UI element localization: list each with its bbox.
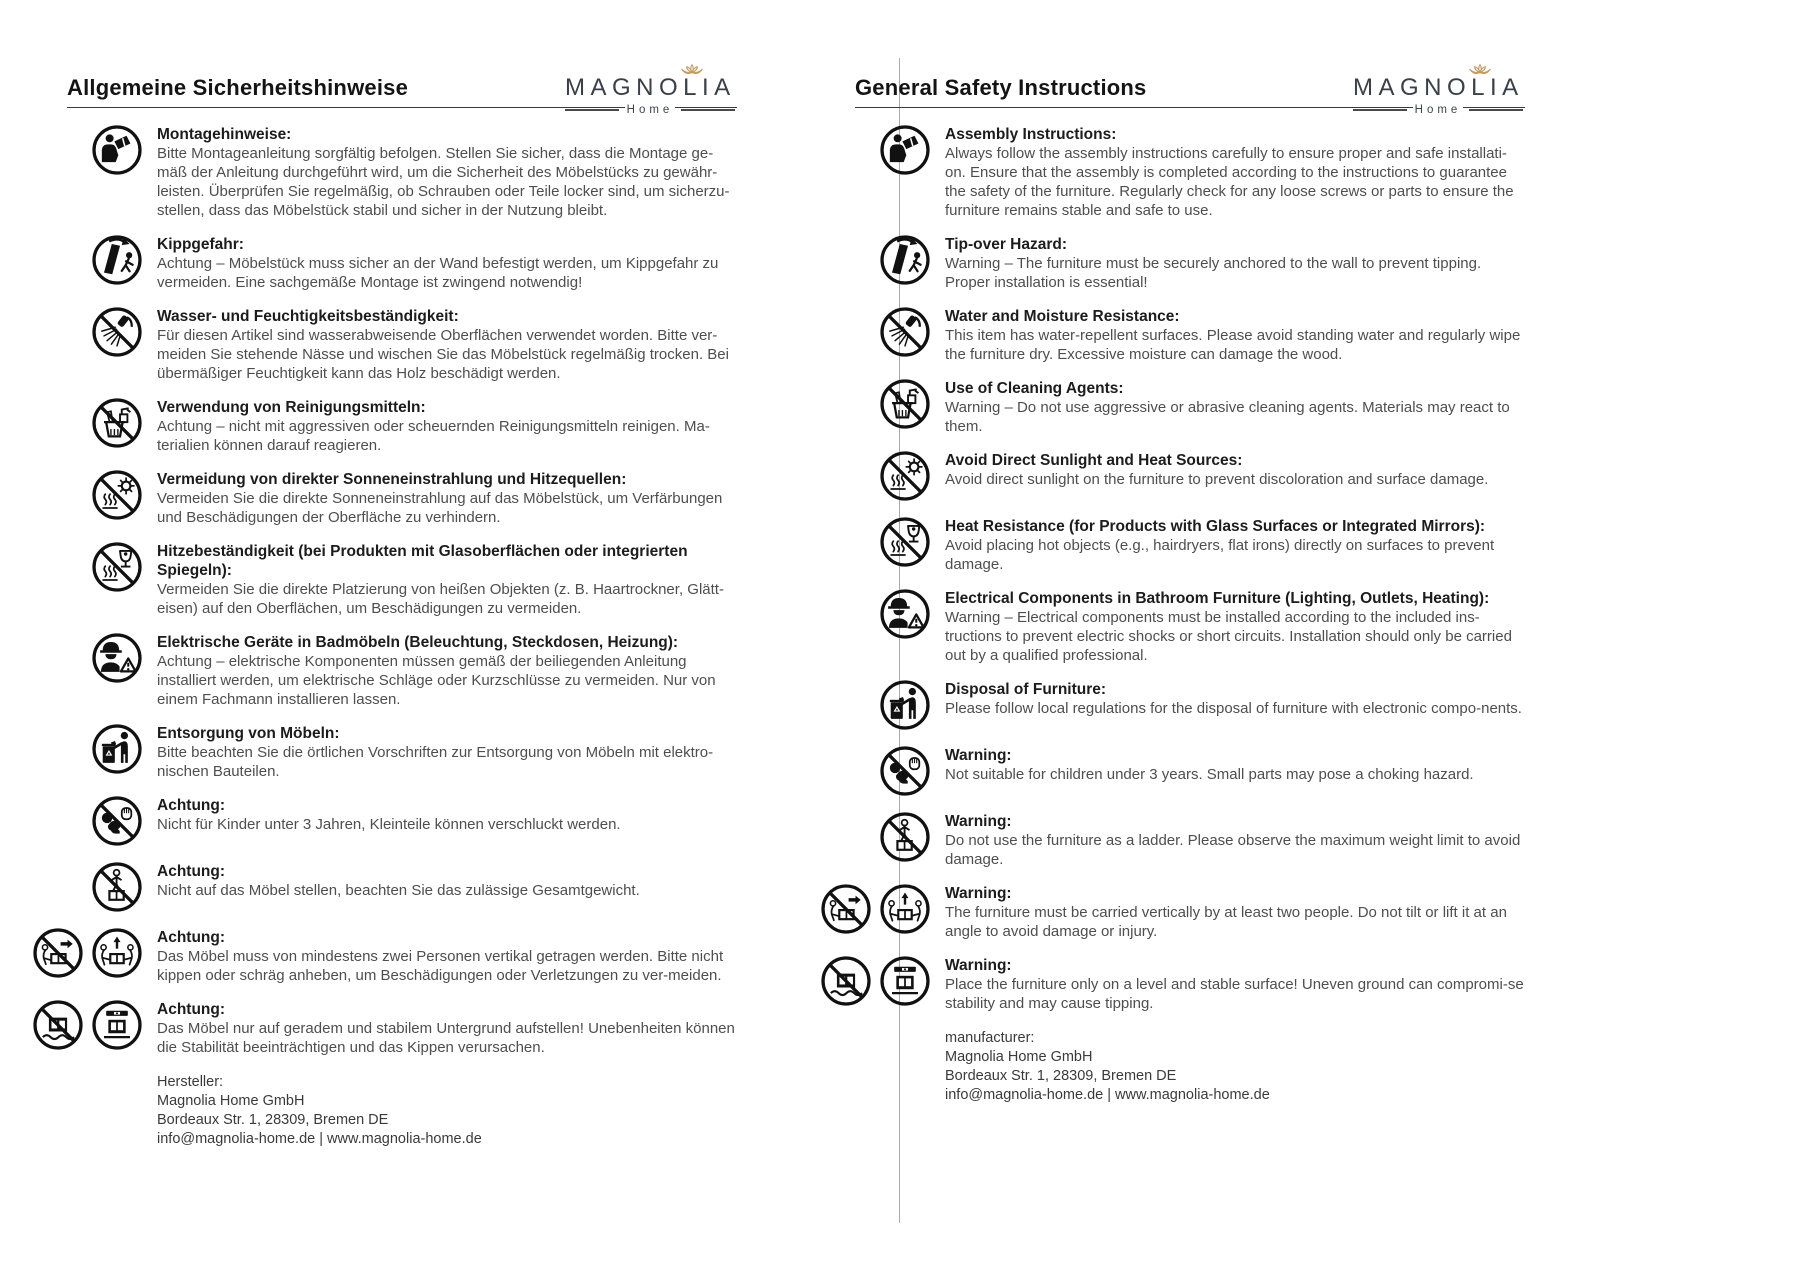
item-body: Achtung – elektrische Komponenten müssen gemäß der beiliegenden Anleitung installiert werden, um elektrische Schläge oder Kurzschlüsse zu vermeiden. Nur von einem Fachmann installieren lassen. (157, 653, 716, 708)
two-person-carry-icon (879, 883, 931, 935)
item-title: Water and Moisture Resistance: (945, 308, 1180, 325)
brand-subtitle-row (1353, 104, 1523, 116)
english-header (855, 55, 1525, 116)
safety-item (37, 306, 737, 383)
no-hot-objects-icon (91, 541, 143, 593)
item-body: Nicht auf das Möbel stellen, beachten Sie das zulässige Gesamtgewicht. (157, 882, 640, 899)
safety-item (37, 397, 737, 455)
item-text (945, 516, 1525, 574)
level-surface-icon (91, 999, 143, 1051)
item-icon-cell (37, 632, 143, 709)
disposal-icon (91, 723, 143, 775)
item-title: Warning: (945, 885, 1012, 902)
page-title-german: Allgemeine Sicherheitshinweise (67, 75, 409, 100)
item-text (157, 861, 737, 913)
read-manual-icon (879, 124, 931, 176)
no-small-children-icon (91, 795, 143, 847)
item-icon-cell (825, 378, 931, 436)
item-text (157, 999, 737, 1057)
item-body: Das Möbel muss von mindestens zwei Personen vertikal getragen werden. Bitte nicht kippen oder schräg anheben, um Beschädigungen oder Verletzungen zu ver-meiden. (157, 948, 724, 984)
item-icon-cell (825, 124, 931, 220)
item-text (945, 306, 1525, 364)
safety-item (825, 588, 1525, 665)
level-surface-icon (879, 955, 931, 1007)
no-uneven-surface-icon (820, 955, 872, 1007)
no-sunlight-heat-icon (879, 450, 931, 502)
no-standing-water-icon (91, 306, 143, 358)
item-text (945, 234, 1525, 292)
item-body: Avoid placing hot objects (e.g., hairdryers, flat irons) directly on surfaces to prevent damage. (945, 537, 1495, 573)
no-hot-objects-icon (879, 516, 931, 568)
item-text (945, 745, 1525, 797)
tip-over-icon (91, 234, 143, 286)
no-climbing-icon (879, 811, 931, 863)
item-body: Das Möbel nur auf geradem und stabilem Untergrund aufstellen! Unebenheiten können die Stabilität beeinträchtigen und das Kippen verursachen. (157, 1020, 735, 1056)
safety-item (37, 469, 737, 527)
no-tilt-carry-icon (32, 927, 84, 979)
safety-item (825, 124, 1525, 220)
item-icon-cell (825, 955, 931, 1013)
item-text (157, 124, 737, 220)
item-title: Warning: (945, 813, 1012, 830)
item-icon-cell (825, 883, 931, 941)
german-column (37, 55, 737, 1149)
safety-item (37, 632, 737, 709)
item-body: Bitte beachten Sie die örtlichen Vorschriften zur Entsorgung von Möbeln mit elektro-nischen Bauteilen. (157, 744, 714, 780)
safety-item (825, 450, 1525, 502)
item-text (157, 632, 737, 709)
qualified-electrician-icon (91, 632, 143, 684)
item-text (157, 306, 737, 383)
safety-item (825, 679, 1525, 731)
rule-right (681, 109, 735, 111)
magnolia-logo (1353, 76, 1523, 116)
manufacturer-name: Magnolia Home GmbH (157, 1093, 305, 1109)
item-body: Not suitable for children under 3 years. Small parts may pose a choking hazard. (945, 766, 1474, 783)
item-icon-cell (37, 927, 143, 985)
manufacturer-contact: info@magnolia-home.de | www.magnolia-home.de (157, 1131, 482, 1147)
manufacturer-address: Bordeaux Str. 1, 28309, Bremen DE (157, 1112, 389, 1128)
item-text (945, 588, 1525, 665)
item-icon-cell (825, 234, 931, 292)
item-icon-cell (825, 450, 931, 502)
brand-subtitle: Home (626, 104, 674, 116)
safety-item (37, 999, 737, 1057)
safety-item (825, 378, 1525, 436)
safety-item (825, 955, 1525, 1013)
item-title: Tip-over Hazard: (945, 236, 1068, 253)
item-icon-cell (825, 745, 931, 797)
item-title: Achtung: (157, 797, 226, 814)
manufacturer-address: Bordeaux Str. 1, 28309, Bremen DE (945, 1068, 1177, 1084)
manufacturer-block-english (945, 1029, 1525, 1105)
page-title-english: General Safety Instructions (855, 75, 1147, 100)
safety-item (825, 306, 1525, 364)
item-title: Achtung: (157, 863, 226, 880)
manufacturer-label: manufacturer: (945, 1030, 1035, 1046)
safety-item (37, 795, 737, 847)
manufacturer-label: Hersteller: (157, 1074, 224, 1090)
no-uneven-surface-icon (32, 999, 84, 1051)
two-person-carry-icon (91, 927, 143, 979)
no-sunlight-heat-icon (91, 469, 143, 521)
item-text (945, 883, 1525, 941)
item-text (945, 450, 1525, 502)
item-icon-cell (37, 541, 143, 618)
safety-item (825, 516, 1525, 574)
item-icon-cell (37, 397, 143, 455)
german-header (67, 55, 737, 116)
item-text (945, 124, 1525, 220)
item-body: Warning – Do not use aggressive or abrasive cleaning agents. Materials may react to them. (945, 399, 1510, 435)
item-body: Avoid direct sunlight on the furniture to prevent discoloration and surface damage. (945, 471, 1489, 488)
item-body: Achtung – Möbelstück muss sicher an der Wand befestigt werden, um Kippgefahr zu vermeiden. Eine sachgemäße Montage ist zwingend notwendig! (157, 255, 719, 291)
item-title: Assembly Instructions: (945, 126, 1117, 143)
qualified-electrician-icon (879, 588, 931, 640)
item-body: Please follow local regulations for the disposal of furniture with electronic compo-nents. (945, 700, 1522, 717)
item-title: Achtung: (157, 929, 226, 946)
item-text (157, 927, 737, 985)
item-title: Disposal of Furniture: (945, 681, 1107, 698)
lotus-icon (1465, 62, 1495, 78)
no-small-children-icon (879, 745, 931, 797)
item-text (157, 795, 737, 847)
rule-left (565, 109, 619, 111)
item-icon-cell (825, 306, 931, 364)
item-title: Kippgefahr: (157, 236, 244, 253)
item-body: Vermeiden Sie die direkte Sonneneinstrahlung auf das Möbelstück, um Verfärbungen und Beschädigungen der Oberfläche zu verhindern. (157, 490, 723, 526)
manufacturer-block-german (157, 1073, 737, 1149)
item-body: Do not use the furniture as a ladder. Please observe the maximum weight limit to avoid damage. (945, 832, 1521, 868)
item-text (157, 397, 737, 455)
item-title: Hitzebeständigkeit (bei Produkten mit Glasoberflächen oder integrierten Spiegeln): (157, 543, 688, 579)
tip-over-icon (879, 234, 931, 286)
brand-name: MAGNOLIA (565, 74, 736, 101)
safety-item (825, 811, 1525, 869)
item-title: Montagehinweise: (157, 126, 292, 143)
item-body: Warning – Electrical components must be installed according to the included ins-tructions to prevent electric shocks or short circuits. Installation should only be carried out by a qualified professional. (945, 609, 1512, 664)
safety-item (37, 927, 737, 985)
item-body: Nicht für Kinder unter 3 Jahren, Kleinteile können verschluckt werden. (157, 816, 621, 833)
rule-right (1469, 109, 1523, 111)
brand-subtitle-row (565, 104, 735, 116)
safety-item (37, 124, 737, 220)
item-text (157, 469, 737, 527)
read-manual-icon (91, 124, 143, 176)
brand-name: MAGNOLIA (1353, 74, 1524, 101)
item-title: Elektrische Geräte in Badmöbeln (Beleuchtung, Steckdosen, Heizung): (157, 634, 679, 651)
item-text (945, 378, 1525, 436)
lotus-icon (677, 62, 707, 78)
no-aggressive-cleaners-icon (91, 397, 143, 449)
item-icon-cell (37, 124, 143, 220)
safety-item (37, 723, 737, 781)
item-icon-cell (37, 469, 143, 527)
no-tilt-carry-icon (820, 883, 872, 935)
item-icon-cell (37, 795, 143, 847)
manufacturer-contact: info@magnolia-home.de | www.magnolia-home.de (945, 1087, 1270, 1103)
item-icon-cell (825, 588, 931, 665)
brand-subtitle: Home (1414, 104, 1462, 116)
no-climbing-icon (91, 861, 143, 913)
rule-left (1353, 109, 1407, 111)
english-column (825, 55, 1525, 1105)
safety-items-german (37, 124, 737, 1057)
item-title: Avoid Direct Sunlight and Heat Sources: (945, 452, 1243, 469)
safety-item (37, 861, 737, 913)
item-body: Vermeiden Sie die direkte Platzierung von heißen Objekten (z. B. Haartrockner, Glätt-eisen) auf den Oberflächen, um Beschädigungen zu vermeiden. (157, 581, 724, 617)
item-title: Verwendung von Reinigungsmitteln: (157, 399, 426, 416)
item-icon-cell (825, 516, 931, 574)
item-text (945, 811, 1525, 869)
no-standing-water-icon (879, 306, 931, 358)
item-text (945, 955, 1525, 1013)
item-icon-cell (825, 679, 931, 731)
item-body: This item has water-repellent surfaces. Please avoid standing water and regularly wipe the furniture dry. Excessive moisture can damage the wood. (945, 327, 1521, 363)
safety-item (825, 883, 1525, 941)
item-icon-cell (37, 234, 143, 292)
item-body: Bitte Montageanleitung sorgfältig befolgen. Stellen Sie sicher, dass die Montage ge-mäß der Anleitung durchgeführt wird, um die Sicherheit des Möbelstücks zu gewähr-leisten. Überprüfen Sie regelmäßig, ob Schrauben oder Teile locker sind, um sicherzu-stellen, dass das Möbelstück stabil und sicher in der Nutzung bleibt. (157, 145, 730, 219)
item-title: Warning: (945, 747, 1012, 764)
item-text (157, 723, 737, 781)
safety-items-english (825, 124, 1525, 1013)
magnolia-logo (565, 76, 735, 116)
item-icon-cell (37, 723, 143, 781)
item-icon-cell (37, 861, 143, 913)
safety-item (825, 234, 1525, 292)
item-text (157, 234, 737, 292)
safety-item (825, 745, 1525, 797)
item-title: Wasser- und Feuchtigkeitsbeständigkeit: (157, 308, 459, 325)
item-title: Heat Resistance (for Products with Glass Surfaces or Integrated Mirrors): (945, 518, 1486, 535)
item-icon-cell (37, 306, 143, 383)
item-body: Always follow the assembly instructions carefully to ensure proper and safe installati-on. Ensure that the assembly is completed according to the instructions to guarantee the safety of the furniture. Regularly check for any loose screws or parts to ensure the furniture remains stable and safe to use. (945, 145, 1514, 219)
item-title: Electrical Components in Bathroom Furniture (Lighting, Outlets, Heating): (945, 590, 1490, 607)
item-title: Entsorgung von Möbeln: (157, 725, 340, 742)
no-aggressive-cleaners-icon (879, 378, 931, 430)
manufacturer-name: Magnolia Home GmbH (945, 1049, 1093, 1065)
item-body: Achtung – nicht mit aggressiven oder scheuernden Reinigungsmitteln reinigen. Ma-terialien können darauf reagieren. (157, 418, 710, 454)
item-body: Place the furniture only on a level and stable surface! Uneven ground can compromi-se stability and may cause tipping. (945, 976, 1524, 1012)
item-icon-cell (37, 999, 143, 1057)
item-text (945, 679, 1525, 731)
safety-item (37, 234, 737, 292)
item-body: Für diesen Artikel sind wasserabweisende Oberflächen verwendet worden. Bitte ver-meiden Sie stehende Nässe und wischen Sie das Möbelstück regelmäßig trocken. Bei übermäßiger Feuchtigkeit kann das Holz beschädigt werden. (157, 327, 729, 382)
safety-item (37, 541, 737, 618)
item-icon-cell (825, 811, 931, 869)
item-text (157, 541, 737, 618)
item-body: Warning – The furniture must be securely anchored to the wall to prevent tipping. Proper installation is essential! (945, 255, 1482, 291)
disposal-icon (879, 679, 931, 731)
item-title: Warning: (945, 957, 1012, 974)
item-body: The furniture must be carried vertically by at least two people. Do not tilt or lift it at an angle to avoid damage or injury. (945, 904, 1507, 940)
item-title: Achtung: (157, 1001, 226, 1018)
item-title: Vermeidung von direkter Sonneneinstrahlung und Hitzequellen: (157, 471, 627, 488)
item-title: Use of Cleaning Agents: (945, 380, 1124, 397)
